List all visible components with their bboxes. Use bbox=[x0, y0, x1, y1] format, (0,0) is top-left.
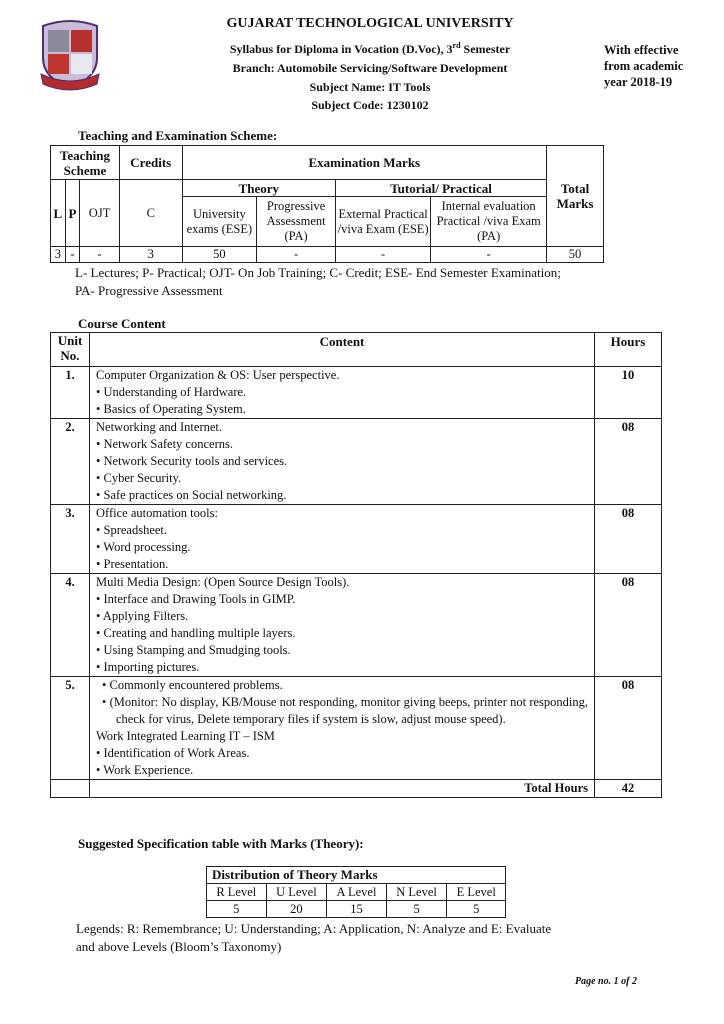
list-item: • Network Safety concerns. bbox=[96, 437, 233, 451]
scheme-legend-2: PA- Progressive Assessment bbox=[75, 283, 223, 298]
unit-content bbox=[90, 419, 595, 505]
int-header: Internal evaluation Practical /viva Exam (PA) bbox=[431, 197, 547, 247]
list-item: • Creating and handling multiple layers. bbox=[96, 626, 296, 640]
subject-name: Subject Name: IT Tools bbox=[309, 80, 431, 94]
list-item: • Commonly encountered problems. bbox=[102, 678, 283, 692]
level-header: N Level bbox=[386, 884, 447, 901]
unit-row bbox=[51, 367, 662, 419]
course-title: Course Content bbox=[78, 316, 166, 331]
cell: - bbox=[431, 247, 547, 263]
branch-line: Branch: Automobile Servicing/Software Development bbox=[232, 61, 508, 75]
cell: - bbox=[65, 247, 80, 263]
list-item: • Basics of Operating System. bbox=[96, 402, 246, 416]
unit-hours: 08 bbox=[595, 419, 662, 505]
cell: - bbox=[80, 247, 120, 263]
unit-row bbox=[51, 574, 662, 677]
scheme-legend-1: L- Lectures; P- Practical; OJT- On Job Training; C- Credit; ESE- End Semester Examination; bbox=[75, 265, 561, 280]
list-item: • Word processing. bbox=[96, 540, 191, 554]
list-item: • Presentation. bbox=[96, 557, 169, 571]
list-item: • Applying Filters. bbox=[96, 609, 189, 623]
total-hours-value: 42 bbox=[595, 780, 662, 798]
content-header: Content bbox=[90, 333, 595, 367]
ojt-header: OJT bbox=[80, 180, 120, 247]
unit-title: Computer Organization & OS: User perspective. bbox=[96, 368, 340, 382]
level-marks: 5 bbox=[447, 901, 506, 918]
spec-legend-1: Legends: R: Remembrance; U: Understanding; A: Application, N: Analyze and E: Evaluate bbox=[76, 921, 552, 936]
unit-title: Office automation tools: bbox=[96, 506, 218, 520]
unit-title: Multi Media Design: (Open Source Design Tools). bbox=[96, 575, 350, 589]
unit-row bbox=[51, 505, 662, 574]
cell: - bbox=[336, 247, 431, 263]
unit-content bbox=[90, 367, 595, 419]
p-header: P bbox=[65, 180, 80, 247]
list-item: • Cyber Security. bbox=[96, 471, 182, 485]
hours-header: Hours bbox=[595, 333, 662, 367]
list-item: • Understanding of Hardware. bbox=[96, 385, 247, 399]
cell: 3 bbox=[119, 247, 182, 263]
university-crest-logo bbox=[37, 18, 103, 92]
list-item: • Spreadsheet. bbox=[96, 523, 168, 537]
list-item: • Safe practices on Social networking. bbox=[96, 488, 287, 502]
unit-content bbox=[90, 677, 595, 780]
scheme-title: Teaching and Examination Scheme: bbox=[78, 128, 278, 143]
tutorial-header: Tutorial/ Practical bbox=[336, 180, 547, 197]
scheme-values-row bbox=[51, 247, 604, 263]
list-item: • Using Stamping and Smudging tools. bbox=[96, 643, 291, 657]
unit-header: Unit No. bbox=[51, 333, 90, 367]
unit-no: 1. bbox=[51, 367, 90, 419]
ext-header: External Practical /viva Exam (ESE) bbox=[336, 197, 431, 247]
total-marks-header: Total Marks bbox=[547, 146, 604, 247]
empty-cell bbox=[51, 780, 90, 798]
unit-hours: 08 bbox=[595, 505, 662, 574]
list-item: • (Monitor: No display, KB/Mouse not responding, monitor giving beeps, printer not responding, check for virus, Delete temporary files if system is slow, adjust mouse speed). bbox=[102, 695, 588, 726]
cell: 50 bbox=[182, 247, 257, 263]
exam-marks-header: Examination Marks bbox=[182, 146, 547, 180]
course-table bbox=[50, 332, 662, 798]
unit-no: 2. bbox=[51, 419, 90, 505]
teaching-scheme-header: Teaching Scheme bbox=[51, 146, 120, 180]
list-item: • Importing pictures. bbox=[96, 660, 200, 674]
univ-exam-header: University exams (ESE) bbox=[182, 197, 257, 247]
list-item: • Network Security tools and services. bbox=[96, 454, 288, 468]
level-header: A Level bbox=[327, 884, 387, 901]
unit-content bbox=[90, 574, 595, 677]
subject-code: Subject Code: 1230102 bbox=[311, 98, 429, 112]
list-item: • Work Experience. bbox=[96, 763, 194, 777]
level-marks: 15 bbox=[327, 901, 387, 918]
unit-no: 4. bbox=[51, 574, 90, 677]
level-marks: 5 bbox=[207, 901, 267, 918]
total-hours-label: Total Hours bbox=[90, 780, 595, 798]
list-item: • Identification of Work Areas. bbox=[96, 746, 250, 760]
unit-no: 5. bbox=[51, 677, 90, 780]
cell: - bbox=[257, 247, 336, 263]
unit-subtitle: Work Integrated Learning IT – ISM bbox=[96, 729, 275, 743]
scheme-table bbox=[50, 145, 604, 263]
cell: 3 bbox=[51, 247, 66, 263]
spec-legend-2: and above Levels (Bloom’s Taxonomy) bbox=[76, 939, 282, 954]
unit-hours: 08 bbox=[595, 574, 662, 677]
unit-title: Networking and Internet. bbox=[96, 420, 223, 434]
level-marks: 5 bbox=[386, 901, 447, 918]
cell: 50 bbox=[547, 247, 604, 263]
unit-no: 3. bbox=[51, 505, 90, 574]
theory-header: Theory bbox=[182, 180, 335, 197]
unit-row bbox=[51, 677, 662, 780]
l-header: L bbox=[51, 180, 66, 247]
unit-row bbox=[51, 419, 662, 505]
spec-table-title: Distribution of Theory Marks bbox=[207, 867, 506, 884]
pa-header: Progressive Assessment (PA) bbox=[257, 197, 336, 247]
c-header: C bbox=[119, 180, 182, 247]
unit-content bbox=[90, 505, 595, 574]
spec-table bbox=[206, 866, 506, 918]
level-marks: 20 bbox=[266, 901, 327, 918]
level-header: R Level bbox=[207, 884, 267, 901]
unit-hours: 08 bbox=[595, 677, 662, 780]
list-item: • Interface and Drawing Tools in GIMP. bbox=[96, 592, 296, 606]
unit-hours: 10 bbox=[595, 367, 662, 419]
level-header: U Level bbox=[266, 884, 327, 901]
credits-header: Credits bbox=[119, 146, 182, 180]
level-header: E Level bbox=[447, 884, 506, 901]
spec-title: Suggested Specification table with Marks (Theory): bbox=[78, 836, 364, 851]
university-title: GUJARAT TECHNOLOGICAL UNIVERSITY bbox=[226, 16, 514, 31]
syllabus-line: Syllabus for Diploma in Vocation (D.Voc), 3rd Semester bbox=[229, 41, 511, 56]
page-number: Page no. 1 of 2 bbox=[575, 976, 637, 987]
total-row bbox=[51, 780, 662, 798]
effective-note: With effective from academic year 2018-19 bbox=[604, 43, 684, 89]
